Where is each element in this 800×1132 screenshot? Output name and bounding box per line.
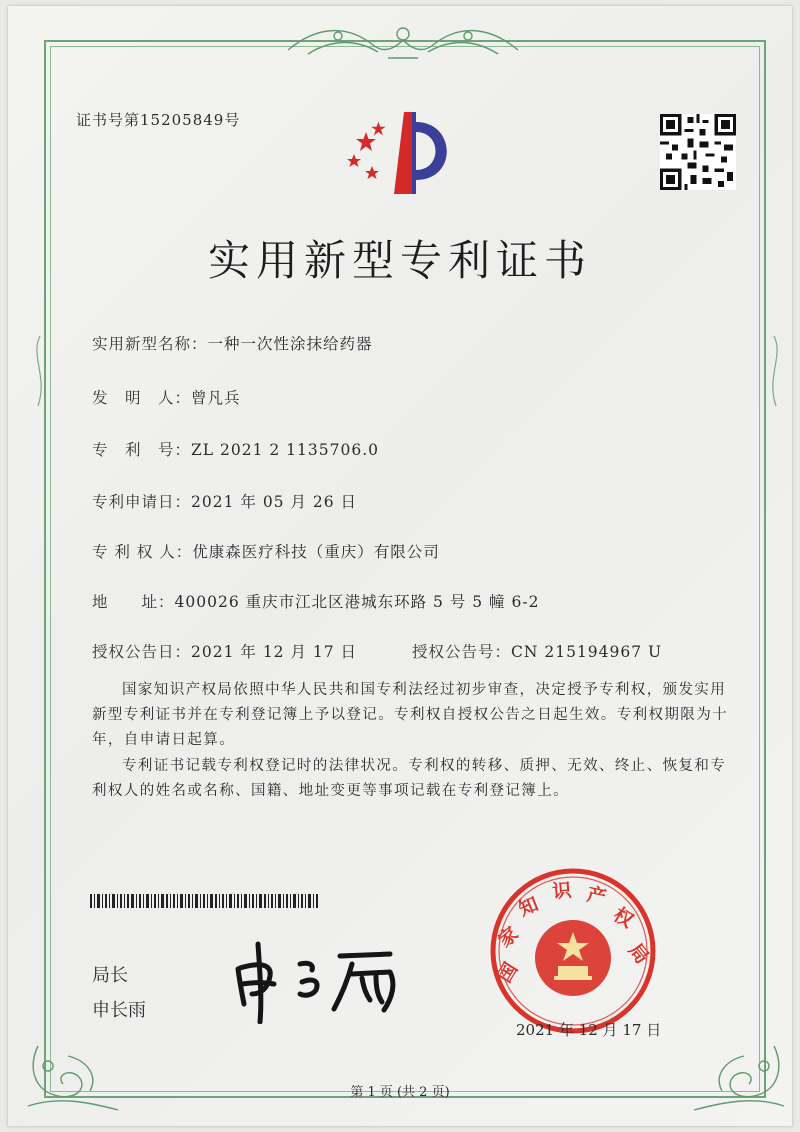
field-label: 授权公告号： [412,643,512,661]
field-label: 授权公告日： [92,643,192,661]
field-value: 2021 年 12 月 17 日 [191,643,358,661]
certificate-number: 证书号第15205849号 [76,111,241,129]
svg-text:识: 识 [551,879,573,903]
director-title: 局长 [92,965,128,986]
field-grant-date [92,640,357,662]
field-inventor [92,386,241,408]
certificate-title: 实用新型专利证书 [207,236,592,285]
legal-paragraph-2: 专利证书记载专利权登记时的法律状况。专利权的转移、质押、无效、终止、恢复和专利权人的姓名或名称、国籍、地址变更等事项记载在专利登记簿上。 [92,758,727,799]
field-patentee [92,540,440,562]
field-label: 专 利 号： [92,441,192,459]
field-label: 专 利 权 人： [92,543,193,561]
legal-paragraph-1: 国家知识产权局依照中华人民共和国专利法经过初步审查，决定授予专利权，颁发实用新型专利证书并在专利登记簿上予以登记。专利权自授权公告之日起生效。专利权期限为十年，自申请日起算。 [92,682,728,748]
seal-date: 2021 年 12 月 17 日 [516,1021,662,1039]
certificate-page [8,6,792,1126]
svg-text:知: 知 [515,893,542,921]
svg-text:国: 国 [493,958,523,987]
field-patent-no [92,438,379,460]
field-label: 实用新型名称： [92,335,208,353]
official-seal-icon [488,866,658,1036]
svg-text:局: 局 [624,939,654,969]
field-value: CN 215194967 U [511,643,663,661]
svg-text:产: 产 [584,883,609,909]
page-footer: 第 1 页 (共 2 页) [350,1085,450,1100]
svg-text:家: 家 [494,922,523,952]
field-name [92,332,373,354]
director-name: 申长雨 [92,1000,146,1021]
field-grant-no [412,640,662,662]
field-label: 发 明 人： [92,389,192,407]
field-value: 400026 重庆市江北区港城东环路 5 号 5 幢 6-2 [174,593,540,611]
field-label: 地 址： [92,593,175,611]
signature-icon [230,934,410,1024]
bottom-right-ornament [684,1036,794,1116]
field-value: 优康森医疗科技（重庆）有限公司 [192,543,440,561]
barcode-icon [90,894,318,908]
field-value: 一种一次性涂抹给药器 [207,335,373,353]
field-value: 2021 年 05 月 26 日 [191,493,358,511]
right-side-ornament [764,336,786,406]
field-address [92,590,539,612]
qr-code-icon [660,114,736,190]
field-label: 专利申请日： [92,493,192,511]
field-value: 曾凡兵 [191,389,241,407]
top-ornament [278,20,528,66]
svg-text:权: 权 [609,903,638,933]
cnipa-emblem-icon [346,102,472,202]
left-side-ornament [28,336,50,406]
bottom-left-ornament [18,1036,128,1116]
field-value: ZL 2021 2 1135706.0 [191,441,379,459]
field-filing-date [92,490,357,512]
